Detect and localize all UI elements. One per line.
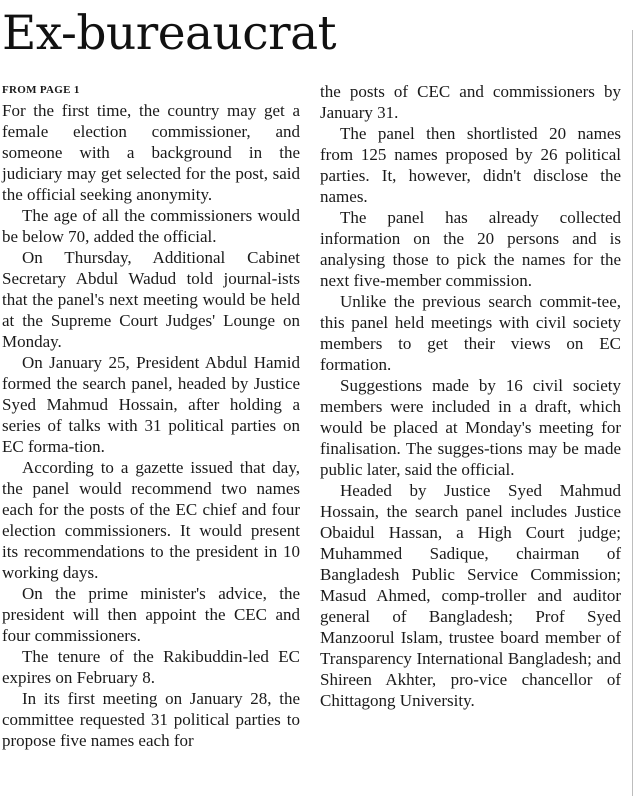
article-column-right bbox=[320, 81, 621, 711]
column-divider bbox=[632, 30, 633, 796]
paragraph: Headed by Justice Syed Mahmud Hossain, the search panel includes Justice Obaidul Hassan, a High Court judge; Muhammed Sadique, chairman of Bangladesh Public Service Commission; Masud Ahmed, comp-troller and auditor general of Bangladesh; Prof Syed Manzoorul Islam, trustee board member of Transparency International Bangladesh; and Shireen Akhter, pro-vice chancellor of Chittagong University. bbox=[320, 481, 621, 710]
paragraph: Unlike the previous search commit-tee, this panel held meetings with civil society members to get their views on EC formation. bbox=[320, 292, 621, 374]
paragraph: For the first time, the country may get a female election commissioner, and someone with a background in the judiciary may get selected for the post, said the official seeking anonymity. bbox=[2, 101, 300, 204]
article-column-left bbox=[2, 80, 300, 751]
paragraph: On January 25, President Abdul Hamid formed the search panel, headed by Justice Syed Mahmud Hossain, after holding a series of talks with 31 political parties on EC forma-tion. bbox=[2, 353, 300, 456]
continued-from-label: FROM PAGE 1 bbox=[2, 84, 80, 96]
paragraph-continued: the posts of CEC and commissioners by January 31. bbox=[320, 82, 621, 122]
paragraph: The tenure of the Rakibuddin-led EC expires on February 8. bbox=[2, 647, 300, 687]
paragraph: The age of all the commissioners would be below 70, added the official. bbox=[2, 206, 300, 246]
paragraph: The panel then shortlisted 20 names from 125 names proposed by 26 political parties. It, however, didn't disclose the names. bbox=[320, 124, 621, 206]
paragraph: On Thursday, Additional Cabinet Secretary Abdul Wadud told journal-ists that the panel's next meeting would be held at the Supreme Court Judges' Lounge on Monday. bbox=[2, 248, 300, 351]
paragraph: According to a gazette issued that day, the panel would recommend two names each for the posts of the EC chief and four election commissioners. It would present its recommendations to the president in 10 working days. bbox=[2, 458, 300, 582]
paragraph: In its first meeting on January 28, the committee requested 31 political parties to propose five names each for bbox=[2, 689, 300, 750]
paragraph: The panel has already collected information on the 20 persons and is analysing those to pick the names for the next five-member commission. bbox=[320, 208, 621, 290]
headline: Ex-bureaucrat bbox=[2, 6, 336, 61]
paragraph: On the prime minister's advice, the president will then appoint the CEC and four commissioners. bbox=[2, 584, 300, 645]
paragraph: Suggestions made by 16 civil society members were included in a draft, which would be placed at Monday's meeting for finalisation. The sugges-tions may be made public later, said the official. bbox=[320, 376, 621, 479]
